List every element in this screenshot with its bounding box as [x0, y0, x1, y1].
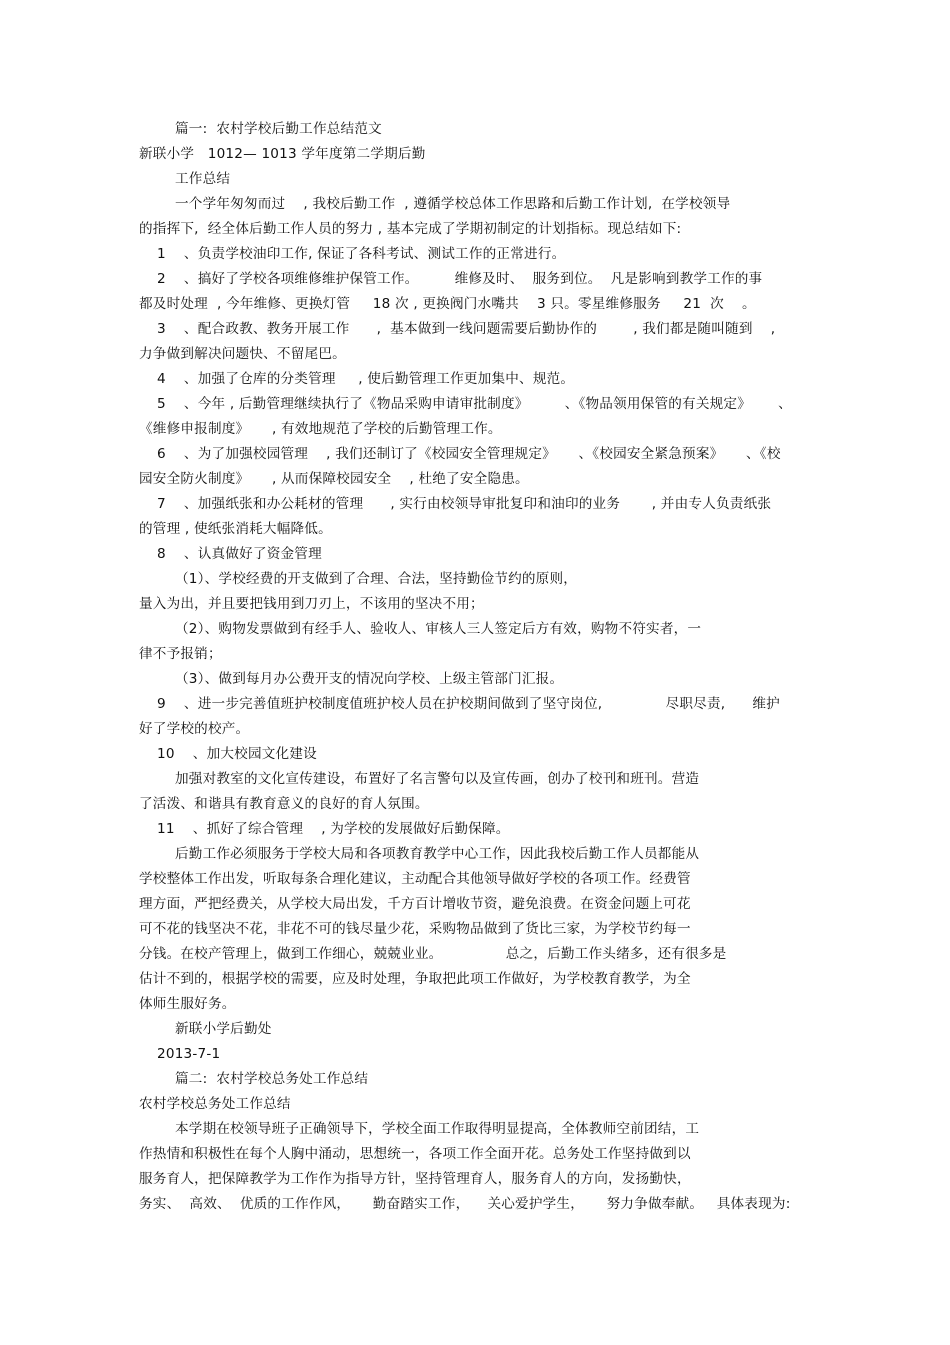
paragraph-line: 学校整体工作出发，听取每条合理化建议，主动配合其他领导做好学校的各项工作。经费管 — [139, 871, 691, 887]
date: 2013-7-1 — [157, 1046, 221, 1062]
sub-item: （1）、学校经费的开支做到了合理、合法，坚持勤俭节约的原则， — [175, 571, 578, 587]
paragraph-line: 好了学校的校产。 — [139, 721, 250, 737]
list-item: 6 、为了加强校园管理 , 我们还制订了《校园安全管理规定》 、《校园安全紧急预案》 、《校 — [157, 446, 781, 462]
paragraph-line: 后勤工作必须服务于学校大局和各项教育教学中心工作，因此我校后勤工作人员都能从 — [175, 846, 700, 862]
paragraph-line: 一个学年匆匆而过 , 我校后勤工作 , 遵循学校总体工作思路和后勤工作计划, 在学校领导 — [175, 196, 731, 212]
paragraph-line: 的指挥下, 经全体后勤工作人员的努力 , 基本完成了学期初制定的计划指标。现总结如下: — [139, 221, 682, 237]
paragraph-line: 了活泼、和谐具有教育意义的良好的育人氛围。 — [139, 796, 429, 812]
paragraph-line: 体师生服好务。 — [139, 996, 236, 1012]
list-item: 9 、进一步完善值班护校制度值班护校人员在护校期间做到了坚守岗位, 尽职尽责, 维护 — [157, 696, 780, 712]
subtitle: 工作总结 — [175, 171, 231, 187]
list-item: 2 、搞好了学校各项维修维护保管工作。 维修及时、 服务到位。 凡是影响到教学工作的事 — [157, 271, 763, 287]
paragraph-line: 估计不到的，根据学校的需要，应及时处理，争取把此项工作做好，为学校教育教学，为全 — [139, 971, 691, 987]
signature: 新联小学后勤处 — [175, 1021, 272, 1037]
paragraph-line: 《维修申报制度》 , 有效地规范了学校的后勤管理工作。 — [139, 421, 502, 437]
paragraph-line: 服务育人，把保障教学为工作作为指导方针，坚持管理育人，服务育人的方向，发扬勤快， — [139, 1171, 691, 1187]
paragraph-line: 理方面，严把经费关，从学校大局出发，千方百计增收节资，避免浪费。在资金问题上可花 — [139, 896, 691, 912]
list-item: 3 、配合政教、教务开展工作 , 基本做到一线问题需要后勤协作的 , 我们都是随叫随到 , — [157, 321, 776, 337]
paragraph-line: 作热情和积极性在每个人胸中涌动，思想统一，各项工作全面开花。总务处工作坚持做到以 — [139, 1146, 691, 1162]
paragraph-line: 都及时处理 , 今年维修、更换灯管 18 次 , 更换阀门水嘴共 3 只。零星维修服务 21 次 。 — [139, 296, 756, 312]
paragraph-line: 量入为出，并且要把钱用到刀刃上，不该用的坚决不用； — [139, 596, 484, 612]
list-item: 7 、加强纸张和办公耗材的管理 , 实行由校领导审批复印和油印的业务 , 并由专人负责纸张 — [157, 496, 772, 512]
list-item: 11 、抓好了综合管理 , 为学校的发展做好后勤保障。 — [157, 821, 510, 837]
paragraph-line: 的管理 , 使纸张消耗大幅降低。 — [139, 521, 332, 537]
paragraph-line: 力争做到解决问题快、不留尾巴。 — [139, 346, 346, 362]
paragraph-line: 律不予报销； — [139, 646, 222, 662]
paragraph-line: 务实、 高效、 优质的工作作风， 勤奋踏实工作， 关心爱护学生， 努力争做奉献。 具体表现为: — [139, 1196, 791, 1212]
list-item: 5 、今年 , 后勤管理继续执行了《物品采购申请审批制度》 、《物品领用保管的有关规定》 、 — [157, 396, 792, 412]
paragraph-line: 分钱。在校产管理上，做到工作细心，兢兢业业。 总之，后勤工作头绪多，还有很多是 — [139, 946, 727, 962]
paragraph-line: 加强对教室的文化宣传建设，布置好了名言警句以及宣传画，创办了校刊和班刊。营造 — [175, 771, 700, 787]
paragraph-line: 可不花的钱坚决不花，非花不可的钱尽量少花，采购物品做到了货比三家，为学校节约每一 — [139, 921, 691, 937]
sub-item: （2）、购物发票做到有经手人、验收人、审核人三人签定后方有效，购物不符实者，一 — [175, 621, 702, 637]
school-year-line: 新联小学 1012— 1013 学年度第二学期后勤 — [139, 146, 426, 162]
list-item: 4 、加强了仓库的分类管理 , 使后勤管理工作更加集中、规范。 — [157, 371, 575, 387]
paragraph-line: 园安全防火制度》 , 从而保障校园安全 , 杜绝了安全隐患。 — [139, 471, 529, 487]
list-item: 8 、认真做好了资金管理 — [157, 546, 322, 562]
sub-item: （3）、做到每月办公费开支的情况向学校、上级主管部门汇报。 — [175, 671, 564, 687]
list-item: 1 、负责学校油印工作, 保证了各科考试、测试工作的正常进行。 — [157, 246, 566, 262]
subtitle: 农村学校总务处工作总结 — [139, 1096, 291, 1112]
section-title-2: 篇二: 农村学校总务处工作总结 — [175, 1071, 369, 1087]
section-title-1: 篇一: 农村学校后勤工作总结范文 — [175, 121, 382, 137]
list-item: 10 、加大校园文化建设 — [157, 746, 317, 762]
paragraph-line: 本学期在校领导班子正确领导下，学校全面工作取得明显提高，全体教师空前团结，工 — [175, 1121, 700, 1137]
